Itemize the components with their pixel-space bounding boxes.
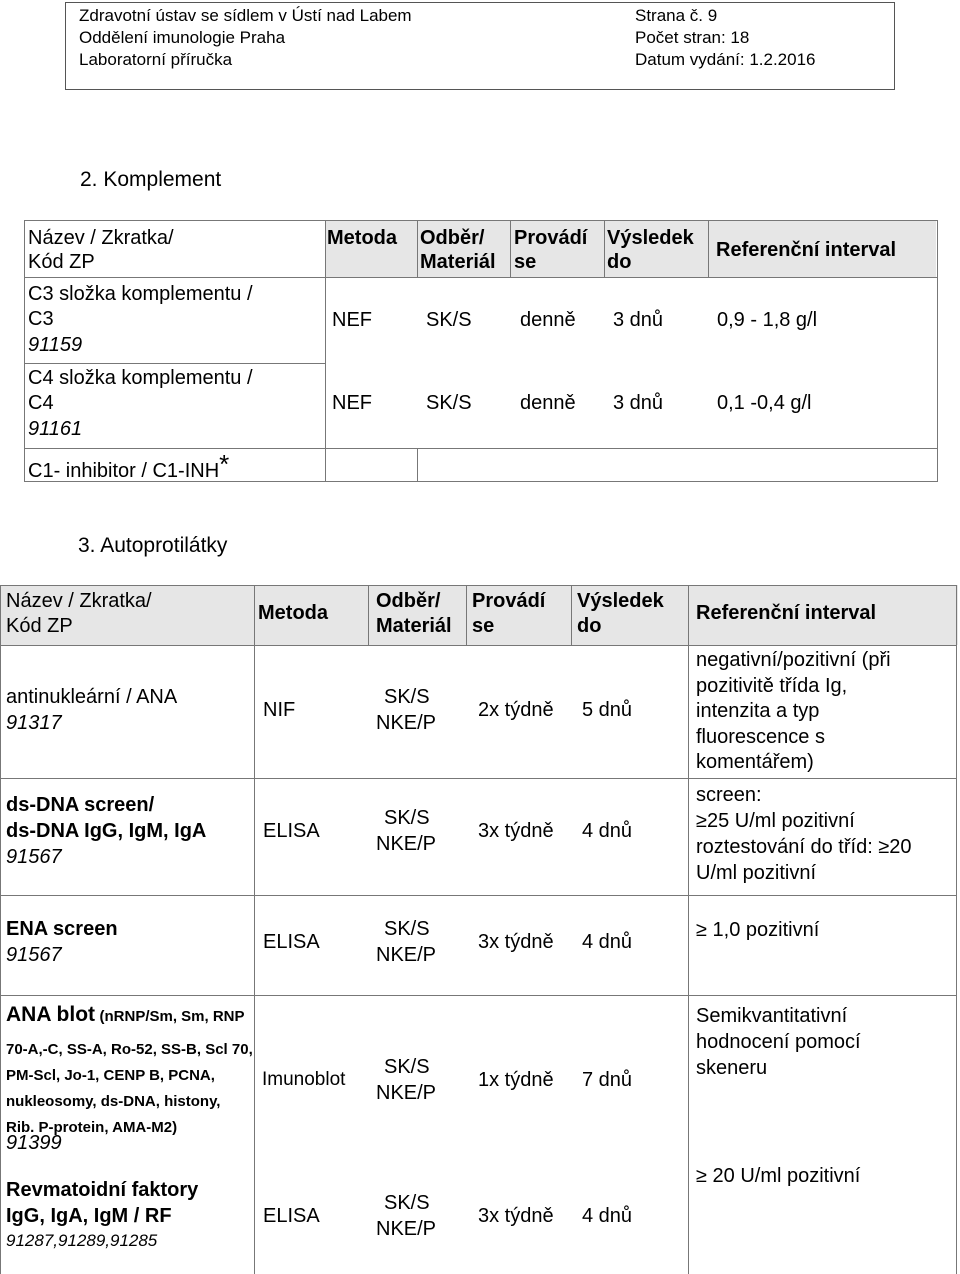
section-title-complement: 2. Komplement xyxy=(80,168,222,191)
row-dsdna-material: NKE/P xyxy=(376,833,437,855)
header-sample: Odběr/ xyxy=(376,590,441,612)
header-performed: Provádí xyxy=(472,590,546,612)
header-result: Výsledek xyxy=(577,590,664,612)
org-name: Zdravotní ústav se sídlem v Ústí nad Labem xyxy=(79,6,412,25)
header-sample: Odběr/ xyxy=(420,227,485,249)
row-c3-code: 91159 xyxy=(28,334,83,356)
row-ena-reference: ≥ 1,0 pozitivní xyxy=(696,919,820,941)
row-rf-result: 4 dnů xyxy=(582,1205,633,1227)
row-dsdna-abbr: ds-DNA IgG, IgM, IgA xyxy=(6,820,207,842)
row-rf-name: Revmatoidní faktory xyxy=(6,1179,199,1201)
row-rf-performed: 3x týdně xyxy=(478,1205,554,1227)
row-dsdna-performed: 3x týdně xyxy=(478,820,554,842)
row-ena-performed: 3x týdně xyxy=(478,931,554,953)
row-ana-reference: negativní/pozitivní (při pozitivitě třída Ig, intenzita a typ fluorescence s komentářem) xyxy=(696,649,891,773)
row-dsdna-sample: SK/S xyxy=(384,807,430,829)
section-title-autoantibodies: 3. Autoprotilátky xyxy=(78,534,228,557)
header-reference: Referenční interval xyxy=(696,602,877,624)
header-method: Metoda xyxy=(258,602,328,624)
header-performed: Provádí xyxy=(514,227,588,249)
row-dsdna-reference: screen: ≥25 U/ml pozitivní roztestování do tříd: ≥20 U/ml pozitivní xyxy=(696,784,912,884)
row-anablot-reference: Semikvantitativní hodnocení pomocí skeneru xyxy=(696,1005,861,1079)
header-performed-se: se xyxy=(514,251,537,273)
header-name: Název / Zkratka/ xyxy=(28,227,174,249)
header-material: Materiál xyxy=(420,251,496,273)
header-reference: Referenční interval xyxy=(716,239,897,261)
row-c4-abbr: C4 xyxy=(28,392,54,414)
row-anablot-method: Imunoblot xyxy=(262,1069,346,1090)
row-c3-performed: denně xyxy=(520,309,576,331)
header-result: Výsledek xyxy=(607,227,694,249)
row-c4-sample: SK/S xyxy=(426,392,472,414)
row-ana-result: 5 dnů xyxy=(582,699,633,721)
issue-date: Datum vydání: 1.2.2016 xyxy=(635,50,816,69)
row-anablot-antigens: 70-A,-C, SS-A, Ro-52, SS-B, Scl 70, PM-Scl, Jo-1, CENP B, PCNA, nukleosomy, ds-DNA, histony, Rib. P-protein, AMA-M2) xyxy=(6,1041,253,1136)
page-number: Strana č. 9 xyxy=(635,6,718,25)
header-result-do: do xyxy=(607,251,632,273)
row-rf-sample: SK/S xyxy=(384,1192,430,1214)
header-method: Metoda xyxy=(327,227,397,249)
row-ana-sample: SK/S xyxy=(384,686,430,708)
row-anablot-name: ANA blot (nRNP/Sm, Sm, RNP xyxy=(6,1003,245,1026)
autoantibody-table xyxy=(0,585,960,1274)
row-c3-method: NEF xyxy=(332,309,372,331)
header-name: Název / Zkratka/ xyxy=(6,590,152,612)
header-code: Kód ZP xyxy=(6,615,73,637)
row-ena-method: ELISA xyxy=(263,931,320,953)
row-ena-code: 91567 xyxy=(6,944,62,966)
row-ena-material: NKE/P xyxy=(376,944,437,966)
row-c4-code: 91161 xyxy=(28,418,83,440)
department: Oddělení imunologie Praha xyxy=(79,28,286,47)
row-ana-method: NIF xyxy=(263,699,296,721)
row-ena-result: 4 dnů xyxy=(582,931,633,953)
row-c4-performed: denně xyxy=(520,392,576,414)
row-anablot-performed: 1x týdně xyxy=(478,1069,554,1091)
row-ena-name: ENA screen xyxy=(6,918,118,940)
row-ana-material: NKE/P xyxy=(376,712,437,734)
row-c3-reference: 0,9 - 1,8 g/l xyxy=(717,309,818,331)
row-anablot-code: 91399 xyxy=(6,1132,62,1154)
row-c3-abbr: C3 xyxy=(28,308,54,330)
row-rf-abbr: IgG, IgA, IgM / RF xyxy=(6,1205,172,1227)
row-c4-name: C4 složka komplementu / xyxy=(28,367,253,389)
row-dsdna-code: 91567 xyxy=(6,846,62,868)
document-header xyxy=(65,2,895,90)
row-ena-sample: SK/S xyxy=(384,918,430,940)
row-dsdna-name: ds-DNA screen/ xyxy=(6,794,155,816)
row-c3-name: C3 složka komplementu / xyxy=(28,283,253,305)
header-code: Kód ZP xyxy=(28,251,95,273)
row-dsdna-result: 4 dnů xyxy=(582,820,633,842)
row-rf-code: 91287,91289,91285 xyxy=(6,1231,158,1250)
page-count: Počet stran: 18 xyxy=(635,28,750,47)
row-c4-result: 3 dnů xyxy=(613,392,664,414)
row-rf-method: ELISA xyxy=(263,1205,320,1227)
row-ana-performed: 2x týdně xyxy=(478,699,554,721)
row-rf-reference: ≥ 20 U/ml pozitivní xyxy=(696,1165,861,1187)
row-anablot-material: NKE/P xyxy=(376,1082,437,1104)
row-c1inh-name: C1- inhibitor / C1-INH* xyxy=(28,449,230,482)
complement-table xyxy=(24,220,938,482)
row-c4-method: NEF xyxy=(332,392,372,414)
row-ana-code: 91317 xyxy=(6,712,62,734)
header-performed-se: se xyxy=(472,615,495,637)
row-c3-result: 3 dnů xyxy=(613,309,664,331)
row-dsdna-method: ELISA xyxy=(263,820,320,842)
header-result-do: do xyxy=(577,615,602,637)
header-material: Materiál xyxy=(376,615,452,637)
document-name: Laboratorní příručka xyxy=(79,50,233,69)
row-c4-reference: 0,1 -0,4 g/l xyxy=(717,392,812,414)
row-rf-material: NKE/P xyxy=(376,1218,437,1240)
row-anablot-result: 7 dnů xyxy=(582,1069,633,1091)
row-c3-sample: SK/S xyxy=(426,309,472,331)
row-ana-name: antinukleární / ANA xyxy=(6,686,178,708)
row-anablot-sample: SK/S xyxy=(384,1056,430,1078)
